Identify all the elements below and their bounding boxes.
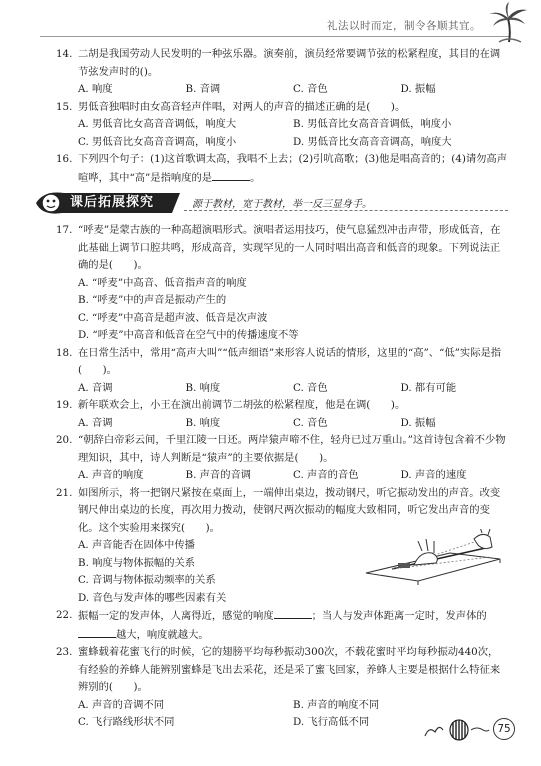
header-rule — [40, 36, 510, 37]
section-banner — [34, 190, 508, 218]
option-c: C. 音色 — [293, 381, 328, 394]
option-a: A. 音调 — [78, 381, 113, 394]
page-number: 75 — [493, 718, 515, 740]
option-d: D. 都有可能 — [400, 381, 457, 394]
option-c: C. 声音的音色 — [293, 469, 359, 481]
option-b: B. 男低音比女高音音调低，响度小 — [293, 118, 452, 130]
option-b: B. 响度 — [185, 381, 221, 394]
answer-blank[interactable] — [78, 626, 116, 638]
options-15-row1 — [56, 116, 508, 134]
question-text: 二胡是我国劳动人民发明的一种弦乐器。演奏前，演员经常要调节弦的松紧程度，其目的在调节弦发声时的( — [78, 48, 501, 78]
option-d: D. 飞行高低不同 — [293, 716, 370, 728]
option-c: C. 音色 — [293, 416, 328, 429]
option-d: D. 男低音比女高音音调高，响度大 — [293, 135, 452, 148]
question-text: “朝辞白帝彩云间，千里江陵一日还。两岸猿声啼不住，轻舟已过万重山。”这首诗包含着不少物理知识，其中，诗人判断是“猿声”的主要依据是( )。 — [78, 434, 506, 464]
question-20 — [56, 432, 508, 467]
option-c: C. 音调与物体振动频率的关系 — [78, 574, 216, 586]
question-number: 22. — [56, 609, 73, 621]
question-number: 15. — [56, 100, 73, 113]
question-number: 17. — [56, 224, 73, 236]
option-d: D. 声音的速度 — [400, 469, 467, 481]
options-19 — [56, 415, 508, 433]
question-15 — [56, 99, 508, 117]
option-a: A. 响度 — [78, 83, 113, 95]
question-number: 18. — [56, 346, 73, 359]
option-a: A. 男低音比女高音音调低，响度大 — [78, 118, 237, 130]
palm-tree-icon — [485, 2, 533, 44]
question-text-middle: ；当人与发声体距离一定时，发声体的 — [311, 610, 487, 622]
option-c: C. 男低音比女高音音调高，响度小 — [78, 135, 237, 148]
question-text: 新年联欢会上，小王在演出前调节二胡弦的松紧程度，他是在调( )。 — [78, 399, 406, 411]
question-text: “呼麦”是蒙古族的一种高超演唱形式。演唱者运用技巧，使气息猛烈冲击声带，形成低音，在此基础上调节口腔共鸣，形成高音，实现罕见的一人同时唱出高音和低音的现象。下列说法正确的是( )。 — [78, 224, 501, 271]
option-b: B. 声音的音调 — [185, 469, 252, 481]
question-text-end: )。 — [143, 65, 159, 78]
section-slogan: 源于教材，宽于教材，举一反三显身手。 — [192, 199, 372, 210]
options-14 — [56, 81, 508, 99]
section-rule — [184, 210, 508, 211]
question-number: 20. — [56, 434, 73, 446]
question-text: 男低音独唱时由女高音轻声伴唱，对两人的声音的描述正确的是( )。 — [78, 100, 406, 113]
option-a: A. “呼麦”中高音、低音指声音的响度 — [78, 276, 247, 289]
question-number: 19. — [56, 399, 73, 411]
option-a: A. 声音的音调不同 — [78, 698, 165, 711]
option-c: C. 飞行路线形状不同 — [78, 716, 175, 728]
question-text: 下列四个句子：(1)这首歌调太高，我唱不上去；(2)引吭高歌；(3)他是唱高音的；(4)请勿高声喧哗，其中“高”是指响度的是 — [78, 153, 508, 184]
footer-decoration-icon — [421, 716, 491, 742]
question-number: 16. — [56, 153, 73, 165]
options-21-block — [56, 537, 508, 607]
option-a: A. 声音能否在固体中传播 — [78, 539, 195, 551]
answer-blank[interactable] — [274, 607, 312, 619]
question-number: 21. — [56, 486, 73, 499]
option-a: A. 声音的响度 — [78, 469, 144, 481]
option-b: B. 音调 — [185, 83, 221, 95]
question-number: 23. — [56, 646, 73, 658]
question-text: 振幅一定的发声体，人离得近，感觉的响度 — [78, 610, 274, 622]
options-18 — [56, 380, 508, 398]
question-18 — [56, 345, 508, 380]
question-text-end: 。 — [250, 171, 261, 184]
section-title: 课后拓展探究 — [70, 195, 155, 210]
question-19 — [56, 397, 508, 415]
option-b: B. “呼麦”中的声音是振动产生的 — [78, 294, 227, 306]
option-c: C. 音色 — [293, 83, 328, 95]
options-23-row1 — [56, 697, 508, 715]
question-number: 14. — [56, 48, 73, 60]
option-d: D. 振幅 — [400, 83, 436, 95]
question-text: 蜜蜂载着花蜜飞行的时候，它的翅膀平均每秒振动300次，不载花蜜时平均每秒振动440次，有经验的养蜂人能辨别蜜蜂是飞出去采花，还是采了蜜飞回家，养蜂人主要是根据什么特征来辨别的( )。 — [78, 646, 501, 693]
header-motto: 礼法以时而定，制令各顺其宜。 — [327, 20, 481, 32]
question-16 — [56, 151, 508, 187]
question-22 — [56, 607, 508, 644]
question-text: 如图所示，将一把钢尺紧按在桌面上，一端伸出桌边，拨动钢尺，听它振动发出的声音。改变钢尺伸出桌边的长度，再次用力拨动，使钢尺两次振动的幅度大致相同，听它发出声音的变化。这个实验用来探究( )。 — [78, 486, 501, 534]
option-a: A. 音调 — [78, 416, 113, 429]
question-list — [56, 46, 508, 732]
option-b: B. 响度 — [185, 416, 221, 429]
question-text: 在日常生活中，常用“高声大叫”“低声细语”来形容人说话的情形，这里的“高”、“低”实际是指( )。 — [78, 346, 502, 376]
question-23 — [56, 644, 508, 697]
options-20 — [56, 467, 508, 485]
option-b: B. 声音的响度不同 — [293, 698, 380, 711]
answer-blank[interactable] — [212, 169, 250, 181]
question-14 — [56, 46, 508, 81]
option-d: D. “呼麦”中高音和低音在空气中的传播速度不等 — [78, 329, 299, 341]
option-b: B. 响度与物体振幅的关系 — [78, 556, 196, 569]
ruler-on-desk-figure — [362, 529, 504, 587]
option-c: C. “呼麦”中高音是超声波、低音是次声波 — [78, 311, 268, 324]
question-17 — [56, 222, 508, 275]
question-text-end: 越大，响度就越大。 — [116, 628, 209, 641]
option-d: D. 音色与发声体的哪些因素有关 — [78, 591, 227, 604]
options-15-row2 — [56, 134, 508, 152]
option-d: D. 振幅 — [400, 416, 436, 429]
